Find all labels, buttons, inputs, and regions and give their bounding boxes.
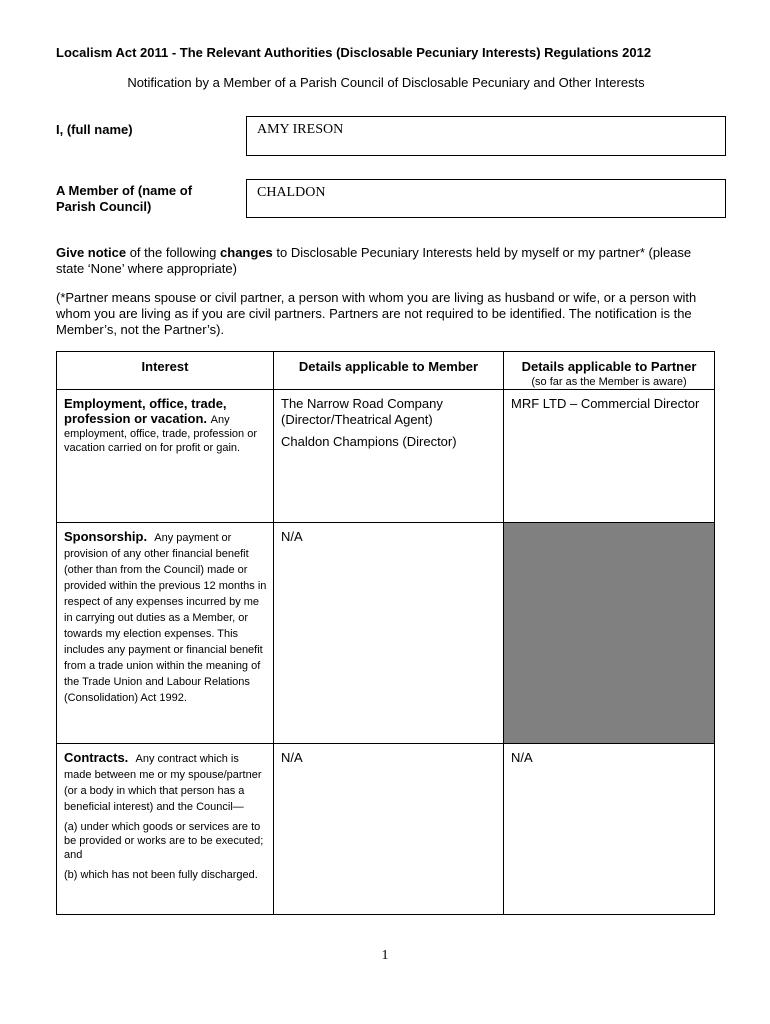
partner-contracts-value: N/A (511, 750, 533, 765)
interest-employment (57, 390, 274, 523)
page-subtitle: Notification by a Member of a Parish Council of Disclosable Pecuniary and Other Interests (127, 75, 645, 90)
partner-employment-value: MRF LTD – Commercial Director (511, 396, 700, 411)
table-row (57, 744, 715, 915)
member-employment-value: The Narrow Road Company (Director/Theatrical Agent) (281, 396, 443, 427)
notice-text-1: of the following (126, 245, 221, 260)
table-row (57, 390, 715, 523)
table-row (57, 523, 715, 744)
interest-contracts (57, 744, 274, 915)
interest-description: Any payment or provision of any other financial benefit (other than from the Council) made or provided within the previous 12 months in respect of any expenses incurred by me in carrying out duties as a Member, or towards my election expenses. This includes any payment or financial benefit from a trade union within the meaning of the Trade Union and Labour Relations (Consolidation) Act 1992. (64, 532, 267, 704)
parish-council-field[interactable]: CHALDON (246, 179, 726, 218)
member-contracts-cell[interactable] (274, 744, 504, 915)
interest-title: Sponsorship. (64, 529, 148, 544)
interest-title: Contracts. (64, 750, 129, 765)
partner-definition: (*Partner means spouse or civil partner, a person with whom you are living as husband or wife, or a person with whom you are living as if you are civil partners. Partners are not required to be identified. The notification is the Member’s, not the Partner’s). (56, 290, 697, 337)
notice-changes: changes (220, 245, 273, 260)
member-employment-value: Chaldon Champions (Director) (281, 434, 457, 449)
notice-paragraph (56, 245, 716, 277)
interest-subclause-a: (a) under which goods or services are to be provided or works are to be executed; and (64, 821, 264, 861)
interests-table (56, 351, 715, 915)
header-interest: Interest (57, 352, 274, 390)
page-number: 1 (381, 948, 389, 963)
partner-sponsorship-shaded-cell (504, 523, 715, 744)
page-title: Localism Act 2011 - The Relevant Authorities (Disclosable Pecuniary Interests) Regulations 2012 (56, 45, 652, 60)
header-member: Details applicable to Member (274, 352, 504, 390)
member-sponsorship-value: N/A (281, 529, 303, 544)
member-sponsorship-cell[interactable] (274, 523, 504, 744)
interest-title: Employment, office, trade, profession or vacation. (64, 396, 227, 426)
member-contracts-value: N/A (281, 750, 303, 765)
interest-description: Any contract which is made between me or my spouse/partner (or a body in which that person has a beneficial interest) and the Council— (64, 753, 262, 813)
partner-contracts-cell[interactable] (504, 744, 715, 915)
interest-description: employment, office, trade, profession or vacation carried on for profit or gain. (64, 428, 258, 454)
interest-desc-inline: Any (210, 414, 230, 426)
interest-subclause-b: (b) which has not been fully discharged. (64, 869, 258, 881)
full-name-field[interactable]: AMY IRESON (246, 116, 726, 156)
partner-employment-cell[interactable] (504, 390, 715, 523)
notice-text-2: to Disclosable Pecuniary Interests held by myself or my partner* (please state ‘None’ where appropriate) (56, 245, 692, 276)
table-header-row (57, 352, 715, 390)
header-partner-note: (so far as the Member is aware) (531, 376, 687, 388)
parish-council-label: A Member of (name of Parish Council) (56, 183, 193, 214)
member-employment-cell[interactable] (274, 390, 504, 523)
full-name-label: I, (full name) (56, 122, 133, 137)
notice-lead: Give notice (56, 245, 127, 260)
header-partner (504, 352, 715, 390)
interest-sponsorship (57, 523, 274, 744)
header-partner-label: Details applicable to Partner (521, 359, 697, 374)
